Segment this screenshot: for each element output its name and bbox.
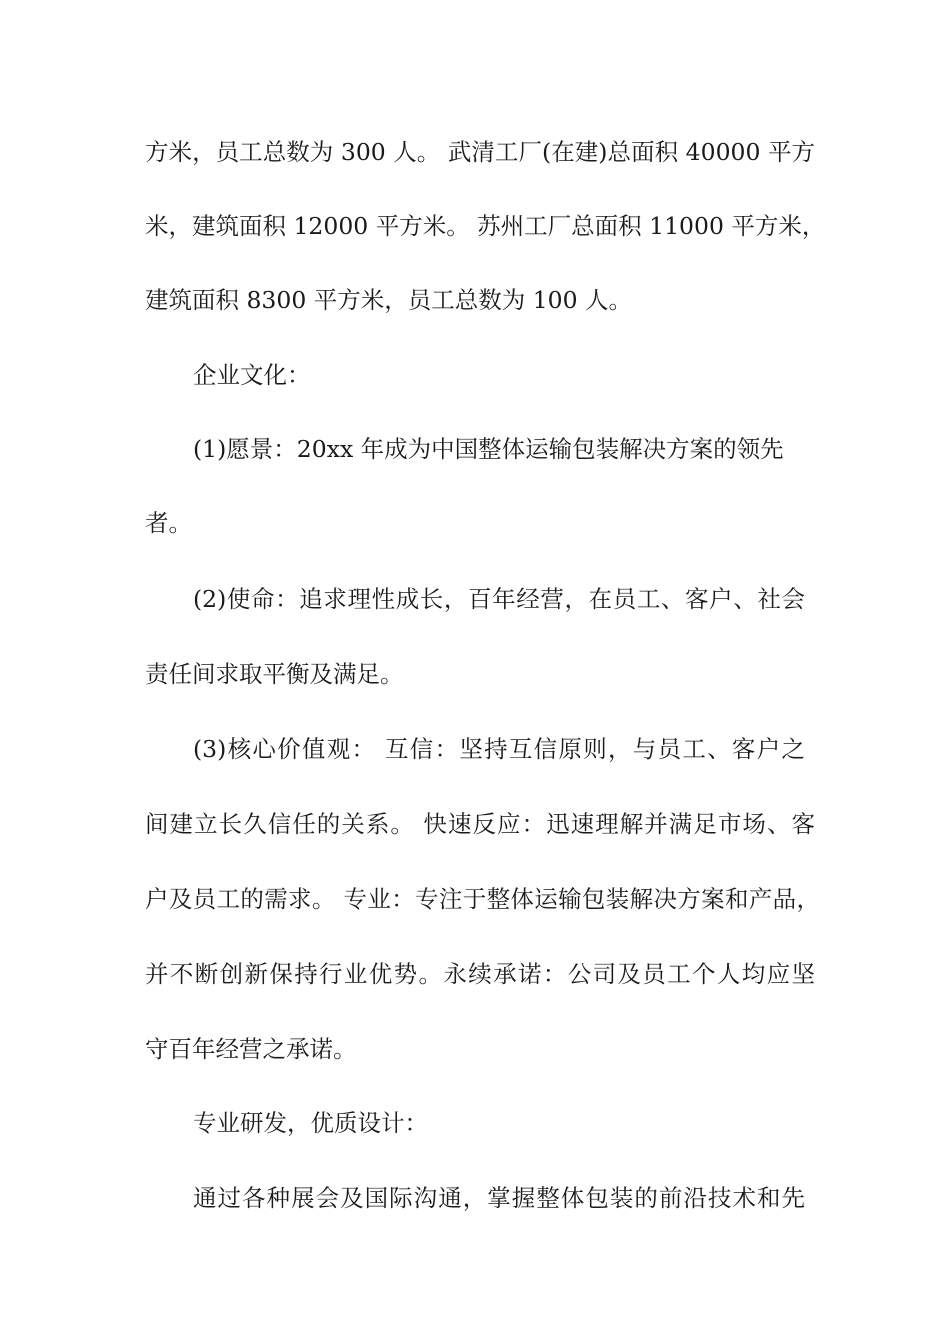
paragraph-line: 米，建筑面积 12000 平方米。 苏州工厂总面积 11000 平方米， [145,212,826,240]
paragraph-line: 通过各种展会及国际沟通，掌握整体包装的前沿技术和先 [193,1184,805,1212]
paragraph-line: 间建立长久信任的关系。 快速反应：迅速理解并满足市场、客 [145,810,815,838]
paragraph-line: 并不断创新保持行业优势。永续承诺：公司及员工个人均应坚 [145,960,815,988]
paragraph-line: 方米，员工总数为 300 人。 武清工厂(在建)总面积 40000 平方 [145,138,815,166]
paragraph-line: 户及员工的需求。 专业：专注于整体运输包装解决方案和产品， [145,885,820,913]
paragraph-line: 责任间求取平衡及满足。 [145,660,404,688]
section-heading: 企业文化： [193,361,311,389]
paragraph-line: (3)核心价值观： 互信：坚持互信原则，与员工、客户之 [193,735,805,763]
paragraph-line: 守百年经营之承诺。 [145,1035,357,1063]
section-heading: 专业研发，优质设计： [193,1109,428,1137]
paragraph-line: 建筑面积 8300 平方米，员工总数为 100 人。 [145,286,633,314]
paragraph-line: (1)愿景：20xx 年成为中国整体运输包装解决方案的领先 [193,435,784,463]
paragraph-line: 者。 [145,509,192,537]
paragraph-line: (2)使命：追求理性成长，百年经营，在员工、客户、社会 [193,585,805,613]
